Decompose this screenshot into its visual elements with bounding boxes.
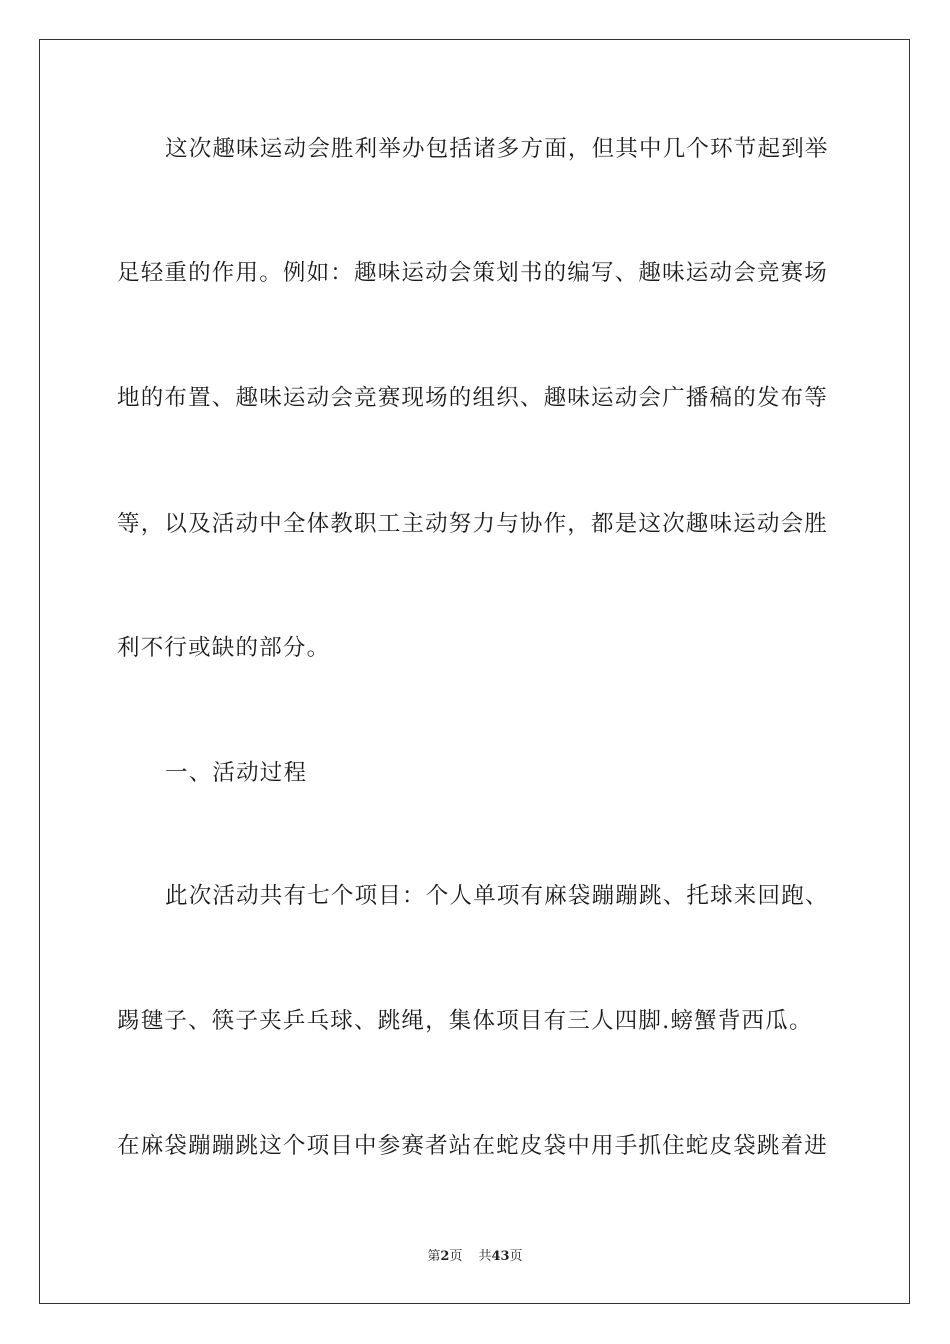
page-suffix: 页 <box>449 1249 463 1264</box>
paragraph-line-1: 这次趣味运动会胜利举办包括诸多方面，但其中几个环节起到举 <box>165 136 829 162</box>
paragraph-line-2: 足轻重的作用。例如：趣味运动会策划书的编写、趣味运动会竞赛场 <box>117 260 829 286</box>
total-prefix: 共 <box>478 1249 492 1264</box>
section-heading: 一、活动过程 <box>165 760 308 786</box>
page-prefix: 第 <box>427 1249 441 1264</box>
paragraph-line-3: 地的布置、趣味运动会竞赛现场的组织、趣味运动会广播稿的发布等 <box>117 385 829 411</box>
page-footer <box>0 1248 950 1266</box>
paragraph-line-5: 利不行或缺的部分。 <box>117 635 331 661</box>
paragraph-line-7: 踢毽子、筷子夹乒乓球、跳绳，集体项目有三人四脚.螃蟹背西瓜。 <box>117 1008 813 1034</box>
page-number: 2 <box>440 1249 450 1264</box>
total-pages: 43 <box>491 1249 510 1264</box>
page-border <box>39 39 910 1304</box>
total-suffix: 页 <box>509 1249 523 1264</box>
paragraph-line-6: 此次活动共有七个项目：个人单项有麻袋蹦蹦跳、托球来回跑、 <box>165 883 829 909</box>
paragraph-line-4: 等，以及活动中全体教职工主动努力与协作，都是这次趣味运动会胜 <box>117 511 829 537</box>
paragraph-line-8: 在麻袋蹦蹦跳这个项目中参赛者站在蛇皮袋中用手抓住蛇皮袋跳着进 <box>117 1133 829 1159</box>
